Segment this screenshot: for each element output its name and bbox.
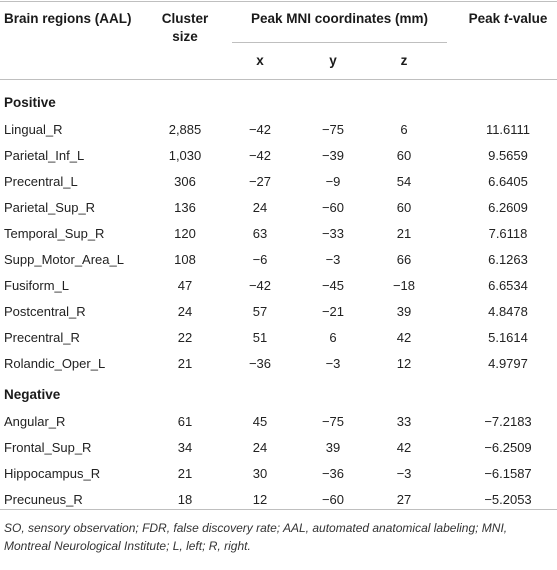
y-cell: −39 xyxy=(321,148,345,163)
cluster-size-cell: 108 xyxy=(174,252,196,267)
x-cell: −42 xyxy=(248,122,272,137)
t-value-cell: −6.1587 xyxy=(484,466,532,481)
cluster-size-cell: 34 xyxy=(177,440,193,455)
y-cell: −60 xyxy=(321,492,345,507)
cluster-size-cell: 21 xyxy=(177,466,193,481)
x-cell: −36 xyxy=(248,356,272,371)
region-cell: Precentral_L xyxy=(4,174,78,189)
x-cell: 63 xyxy=(252,226,268,241)
x-cell: 45 xyxy=(252,414,268,429)
header-peak-t-suffix: -value xyxy=(508,11,548,26)
region-cell: Supp_Motor_Area_L xyxy=(4,252,124,267)
cluster-size-cell: 306 xyxy=(174,174,196,189)
t-value-cell: 11.6111 xyxy=(485,122,531,137)
y-cell: −33 xyxy=(321,226,345,241)
t-value-cell: 7.6118 xyxy=(488,226,528,241)
table-row xyxy=(0,435,557,461)
cluster-size-cell: 61 xyxy=(177,414,193,429)
t-value-cell: 6.2609 xyxy=(488,200,528,215)
z-cell: 21 xyxy=(396,226,412,241)
region-cell: Frontal_Sup_R xyxy=(4,440,92,455)
region-cell: Rolandic_Oper_L xyxy=(4,356,106,371)
header-peak-t-value xyxy=(459,10,557,28)
y-cell: 6 xyxy=(329,330,337,345)
z-cell: −18 xyxy=(392,278,416,293)
x-cell: 12 xyxy=(252,492,268,507)
region-cell: Parietal_Inf_L xyxy=(4,148,85,163)
t-value-cell: 6.6405 xyxy=(488,174,528,189)
cluster-size-cell: 2,885 xyxy=(168,122,202,137)
t-value-cell: 5.1614 xyxy=(488,330,528,345)
z-cell: 39 xyxy=(396,304,412,319)
header-brain-regions: Brain regions (AAL) xyxy=(4,11,132,26)
z-cell: 60 xyxy=(396,148,412,163)
x-cell: −42 xyxy=(248,278,272,293)
header-peak-mni: Peak MNI coordinates (mm) xyxy=(250,11,429,26)
z-cell: 27 xyxy=(396,492,412,507)
mni-subheader-rule xyxy=(232,42,447,43)
cluster-size-cell: 47 xyxy=(177,278,193,293)
header-cluster-size-line2: size xyxy=(172,29,198,44)
region-cell: Postcentral_R xyxy=(4,304,86,319)
t-value-cell: 4.8478 xyxy=(488,304,528,319)
z-cell: 33 xyxy=(396,414,412,429)
region-cell: Parietal_Sup_R xyxy=(4,200,96,215)
y-cell: −75 xyxy=(321,414,345,429)
cluster-size-cell: 1,030 xyxy=(168,148,202,163)
header-peak-t-italic: t xyxy=(503,11,509,26)
t-value-cell: −5.2053 xyxy=(484,492,532,507)
section-positive: Positive xyxy=(4,95,56,110)
region-cell: Angular_R xyxy=(4,414,66,429)
region-cell: Temporal_Sup_R xyxy=(4,226,105,241)
cluster-size-cell: 24 xyxy=(177,304,193,319)
cluster-size-cell: 120 xyxy=(174,226,196,241)
table-footnote: SO, sensory observation; FDR, false discovery rate; AAL, automated anatomical labeling; MNI, Montreal Neurological Institute; L, left; R, right. xyxy=(4,521,508,553)
x-cell: 30 xyxy=(252,466,268,481)
table-row xyxy=(0,247,557,273)
header-bottom-rule xyxy=(0,79,557,80)
header-peak-t-prefix: Peak xyxy=(468,11,504,26)
y-cell: 39 xyxy=(325,440,341,455)
cluster-size-cell: 22 xyxy=(177,330,193,345)
z-cell: 42 xyxy=(396,330,412,345)
z-cell: 42 xyxy=(396,440,412,455)
t-value-cell: 6.6534 xyxy=(488,278,528,293)
t-value-cell: 6.1263 xyxy=(488,252,528,267)
table-row xyxy=(0,325,557,351)
y-cell: −75 xyxy=(321,122,345,137)
header-cluster-size-line1: Cluster xyxy=(161,11,209,26)
x-cell: 24 xyxy=(252,200,268,215)
region-cell: Fusiform_L xyxy=(4,278,70,293)
x-cell: −42 xyxy=(248,148,272,163)
y-cell: −36 xyxy=(321,466,345,481)
cluster-size-cell: 136 xyxy=(174,200,196,215)
header-cluster-size xyxy=(160,10,210,46)
z-cell: 66 xyxy=(396,252,412,267)
table-top-rule xyxy=(0,1,557,2)
table-row xyxy=(0,409,557,435)
x-cell: 57 xyxy=(252,304,268,319)
y-cell: −3 xyxy=(325,252,341,267)
region-cell: Precentral_R xyxy=(4,330,80,345)
x-cell: −27 xyxy=(248,174,272,189)
section-negative: Negative xyxy=(4,387,61,402)
region-cell: Lingual_R xyxy=(4,122,63,137)
y-cell: −45 xyxy=(321,278,345,293)
table-row xyxy=(0,221,557,247)
cluster-size-cell: 21 xyxy=(177,356,193,371)
t-value-cell: −6.2509 xyxy=(484,440,532,455)
t-value-cell: 9.5659 xyxy=(488,148,528,163)
header-x: x xyxy=(256,53,264,68)
table-row xyxy=(0,169,557,195)
table-row xyxy=(0,351,557,377)
x-cell: −6 xyxy=(252,252,268,267)
x-cell: 51 xyxy=(252,330,268,345)
z-cell: −3 xyxy=(396,466,412,481)
region-cell: Hippocampus_R xyxy=(4,466,101,481)
header-z: z xyxy=(400,53,408,68)
table-row xyxy=(0,299,557,325)
table-row xyxy=(0,273,557,299)
z-cell: 54 xyxy=(396,174,412,189)
region-cell: Precuneus_R xyxy=(4,492,83,507)
t-value-cell: −7.2183 xyxy=(484,414,532,429)
y-cell: −60 xyxy=(321,200,345,215)
table-row xyxy=(0,117,557,143)
y-cell: −9 xyxy=(325,174,341,189)
table-bottom-rule xyxy=(0,509,557,510)
cluster-size-cell: 18 xyxy=(177,492,193,507)
z-cell: 6 xyxy=(400,122,408,137)
y-cell: −3 xyxy=(325,356,341,371)
t-value-cell: 4.9797 xyxy=(488,356,528,371)
z-cell: 12 xyxy=(396,356,412,371)
table-row xyxy=(0,143,557,169)
header-y: y xyxy=(329,53,337,68)
table-row xyxy=(0,195,557,221)
z-cell: 60 xyxy=(396,200,412,215)
table-row xyxy=(0,461,557,487)
y-cell: −21 xyxy=(321,304,345,319)
x-cell: 24 xyxy=(252,440,268,455)
